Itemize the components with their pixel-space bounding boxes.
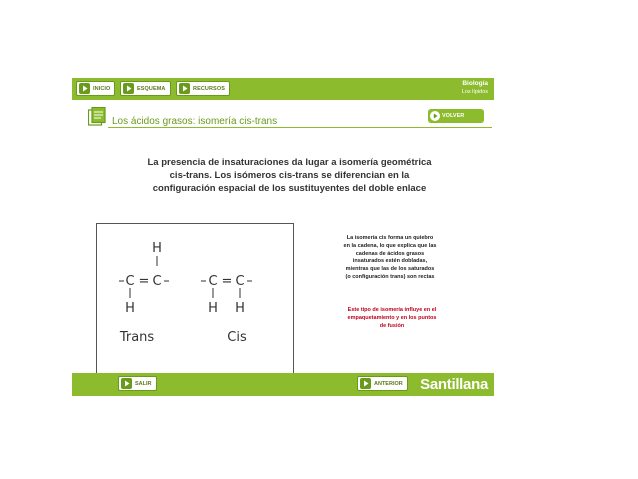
play-arrow-icon (430, 111, 440, 121)
note-line: en la cadena, lo que explica que las (343, 242, 437, 249)
recursos-label: RECURSOS (193, 85, 225, 92)
top-nav-bar (72, 78, 494, 100)
esquema-label: ESQUEMA (137, 85, 166, 92)
volver-label: VOLVER (442, 113, 465, 119)
play-arrow-icon (360, 378, 371, 389)
note-line: de fusión (379, 322, 405, 329)
santillana-logo: Santillana (420, 376, 488, 393)
cis-h1: H (208, 301, 218, 316)
trans-c2: C (152, 274, 162, 289)
isomer-drawing (97, 224, 295, 377)
cis-c2: C (235, 274, 245, 289)
trans-c1: C (125, 274, 135, 289)
esquema-button[interactable] (120, 81, 171, 96)
note-line: Este tipo de isomería influye en el (347, 307, 437, 313)
packing-note (328, 307, 456, 330)
cis-trans-diagram (96, 223, 294, 376)
topic-label: Los lípidos (461, 89, 488, 95)
play-arrow-icon (121, 378, 132, 389)
cis-label: Cis (227, 330, 247, 345)
brand-block (462, 80, 488, 96)
cis-explanation-note (320, 235, 460, 282)
intro-paragraph (112, 156, 467, 195)
note-line: mientras que las de los saturados (345, 266, 435, 273)
anterior-label: ANTERIOR (374, 380, 403, 387)
document-icon (88, 107, 107, 126)
cis-h2: H (235, 301, 245, 316)
subject-label: Biología (462, 80, 488, 87)
page-title: Los ácidos grasos: isomería cis-trans (112, 116, 278, 127)
slide-frame (72, 78, 494, 396)
trans-double-bond: = (138, 274, 150, 289)
salir-button[interactable] (118, 376, 157, 391)
bottom-nav-bar (72, 373, 494, 396)
note-line: cadenas de ácidos grasos (355, 250, 425, 257)
note-line: insaturados estén dobladas, (352, 258, 428, 265)
intro-line: La presencia de insaturaciones da lugar a isomería geométrica (147, 157, 432, 168)
recursos-button[interactable] (176, 81, 230, 96)
note-line: (o configuración trans) son rectas (345, 273, 435, 280)
inicio-label: INICIO (93, 85, 111, 92)
trans-label: Trans (119, 330, 155, 345)
play-arrow-icon (179, 83, 190, 94)
note-line: La isomería cis forma un quiebro (346, 235, 434, 241)
cis-double-bond: = (221, 274, 233, 289)
play-arrow-icon (79, 83, 90, 94)
trans-top-h: H (152, 241, 162, 256)
salir-label: SALIR (135, 380, 152, 387)
volver-button[interactable] (428, 109, 484, 123)
title-divider (108, 127, 492, 128)
inicio-button[interactable] (76, 81, 115, 96)
cis-c1: C (208, 274, 218, 289)
note-line: empaquetamiento y en los puntos (347, 314, 437, 321)
anterior-button[interactable] (357, 376, 408, 391)
trans-bottom-h: H (125, 301, 135, 316)
intro-line: configuración espacial de los sustituyentes del doble enlace (152, 183, 427, 194)
play-arrow-icon (123, 83, 134, 94)
intro-line: cis-trans. Los isómeros cis-trans se diferencian en la (169, 170, 410, 181)
